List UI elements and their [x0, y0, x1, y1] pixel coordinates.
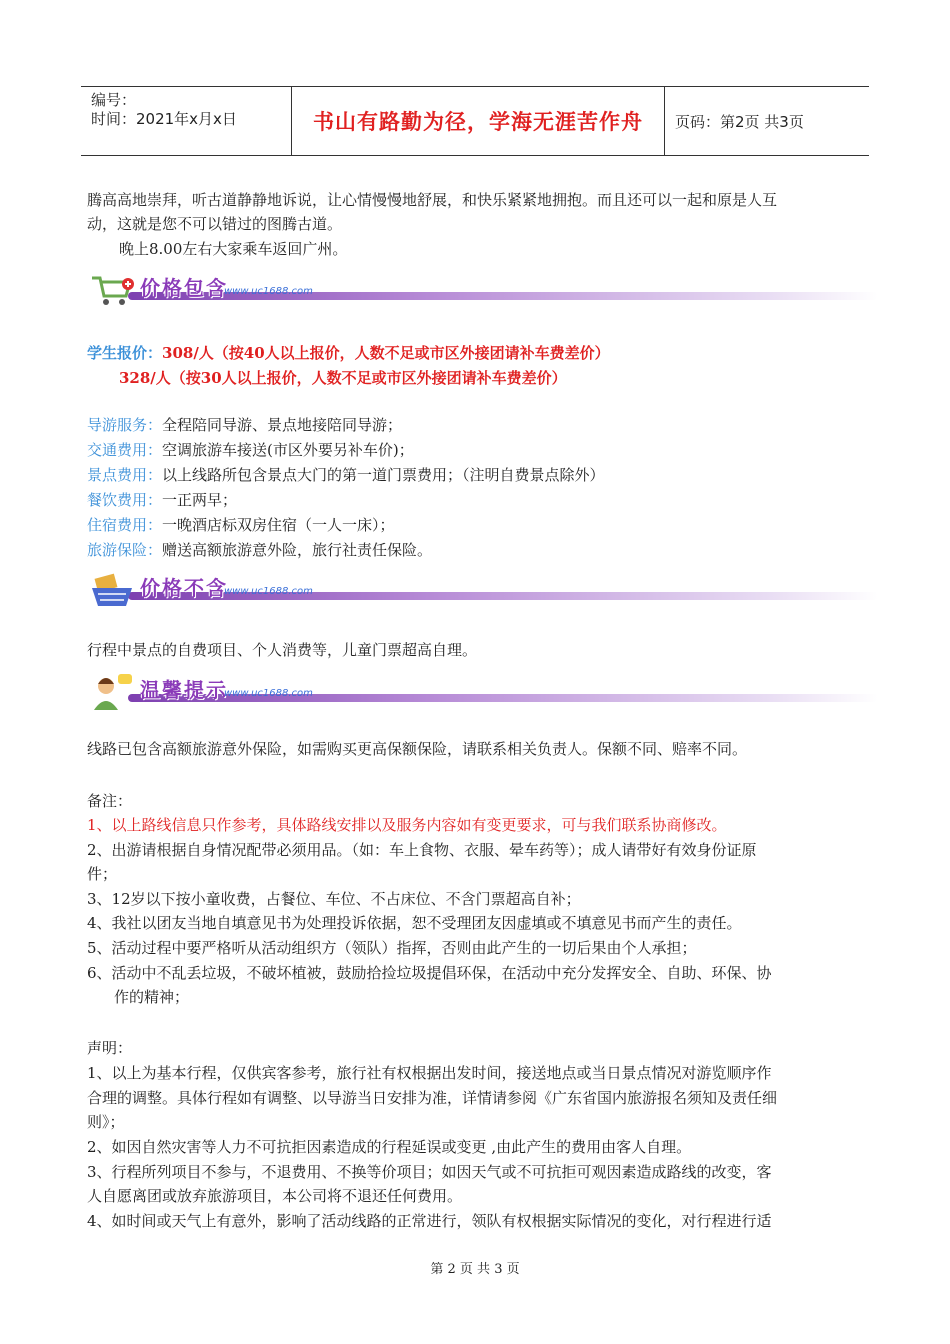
- note-item: 3、12岁以下按小童收费，占餐位、车位、不占床位、不含门票超高自补；: [87, 890, 581, 908]
- doc-number-label: 编号：: [91, 91, 137, 109]
- note-item: 1、以上路线信息只作参考，具体路线安排以及服务内容如有变更要求，可与我们联系协商修改。: [87, 816, 727, 834]
- statement-item-continued: 合理的调整。具体行程如有调整、以导游当日安排为准，详情请参阅《广东省国内旅游报名须知及责任细: [87, 1089, 778, 1107]
- notes-heading: 备注：: [87, 792, 133, 810]
- intro-line-1: 腾高高地崇拜，听古道静静地诉说，让心情慢慢地舒展，和快乐紧紧地拥抱。而且还可以一起和原是人互: [87, 191, 778, 209]
- included-item-text: 全程陪同导游、景点地接陪同导游；: [162, 416, 403, 434]
- statement-item: 4、如时间或天气上有意外，影响了活动线路的正常进行，领队有权根据实际情况的变化，对行程进行适: [87, 1212, 772, 1230]
- included-item: [87, 413, 867, 437]
- included-item-label: 导游服务：: [87, 416, 163, 434]
- included-item-text: 空调旅游车接送(市区外要另补车价)；: [162, 441, 414, 459]
- statement-item: 1、以上为基本行程，仅供宾客参考，旅行社有权根据出发时间，接送地点或当日景点情况对游览顺序作: [87, 1064, 772, 1082]
- statement-heading: 声明：: [87, 1039, 133, 1057]
- banner-price-included: [88, 270, 878, 310]
- statement-item: 2、如因自然灾害等人力不可抗拒因素造成的行程延误或变更 ,由此产生的费用由客人自理。: [87, 1138, 692, 1156]
- statement-item-continued: 则》；: [87, 1113, 125, 1131]
- banner-tips: [88, 672, 878, 712]
- banner-url: www.uc1688.com: [224, 286, 313, 297]
- shopping-cart-icon: [88, 270, 136, 310]
- page-footer: 第 2 页 共 3 页: [430, 1262, 520, 1277]
- student-price-label: 学生报价：: [87, 344, 163, 362]
- included-item-label: 旅游保险：: [87, 541, 163, 559]
- intro-line-2: 动，这就是您不可以错过的图腾古道。: [87, 215, 343, 233]
- included-item-label: 景点费用：: [87, 466, 163, 484]
- note-item: 5、活动过程中要严格听从活动组织方（领队）指挥，否则由此产生的一切后果由个人承担；: [87, 939, 697, 957]
- person-speech-icon: [88, 672, 136, 712]
- page-header: [81, 86, 869, 156]
- included-item-label: 餐饮费用：: [87, 491, 163, 509]
- excluded-text: 行程中景点的自费项目、个人消费等，儿童门票超高自理。: [87, 641, 478, 659]
- included-item-label: 住宿费用：: [87, 516, 163, 534]
- note-item-continued: 件；: [87, 865, 118, 883]
- student-price-value-1: 308/人（按40人以上报价，人数不足或市区外接团请补车费差价）: [162, 344, 610, 362]
- banner-title: 价格不含: [140, 576, 228, 600]
- header-page-info: 页码：第2页 共3页: [675, 112, 804, 131]
- note-item: 2、出游请根据自身情况配带必须用品。（如：车上食物、衣服、晕车药等）；成人请带好有效身份证原: [87, 841, 757, 859]
- included-item: [87, 438, 867, 462]
- statement-item: 3、行程所列项目不参与，不退费用、不换等价项目；如因天气或不可抗拒可观因素造成路线的改变，客: [87, 1163, 772, 1181]
- included-item-text: 一晚酒店标双房住宿（一人一床）；: [162, 516, 395, 534]
- included-item: [87, 463, 867, 487]
- basket-icon: [88, 570, 136, 610]
- note-item: 6、活动中不乱丢垃圾，不破坏植被，鼓励拾捡垃圾提倡环保，在活动中充分发挥安全、自助、环保、协: [87, 964, 772, 982]
- banner-title: 温馨提示: [140, 678, 228, 702]
- included-item-label: 交通费用：: [87, 441, 163, 459]
- banner-price-excluded: [88, 570, 878, 610]
- student-price-line-1: [87, 341, 867, 365]
- included-item: [87, 488, 867, 512]
- included-item-text: 以上线路所包含景点大门的第一道门票费用；（注明自费景点除外）: [162, 466, 605, 484]
- header-motto: 书山有路勤为径，学海无涯苦作舟: [292, 87, 665, 155]
- included-item: [87, 538, 867, 562]
- header-meta: [81, 87, 292, 155]
- tips-text: 线路已包含高额旅游意外保险，如需购买更高保额保险，请联系相关负责人。保额不同、赔率不同。: [87, 740, 748, 758]
- banner-title: 价格包含: [140, 276, 228, 300]
- banner-url: www.uc1688.com: [224, 586, 313, 597]
- included-item-text: 赠送高额旅游意外险，旅行社责任保险。: [162, 541, 433, 559]
- intro-line-3: 晚上8.00左右大家乘车返回广州。: [119, 240, 348, 258]
- note-item-continued: 作的精神；: [114, 988, 190, 1006]
- included-item-text: 一正两早；: [162, 491, 238, 509]
- statement-item-continued: 人自愿离团或放弃旅游项目，本公司将不退还任何费用。: [87, 1187, 463, 1205]
- banner-url: www.uc1688.com: [224, 688, 313, 699]
- time-label: 时间：2021年x月x日: [91, 110, 237, 128]
- note-item: 4、我社以团友当地自填意见书为处理投诉依据，恕不受理团友因虚填或不填意见书而产生的责任。: [87, 914, 742, 932]
- student-price-line-2: 328/人（按30人以上报价，人数不足或市区外接团请补车费差价）: [119, 369, 567, 387]
- included-item: [87, 513, 867, 537]
